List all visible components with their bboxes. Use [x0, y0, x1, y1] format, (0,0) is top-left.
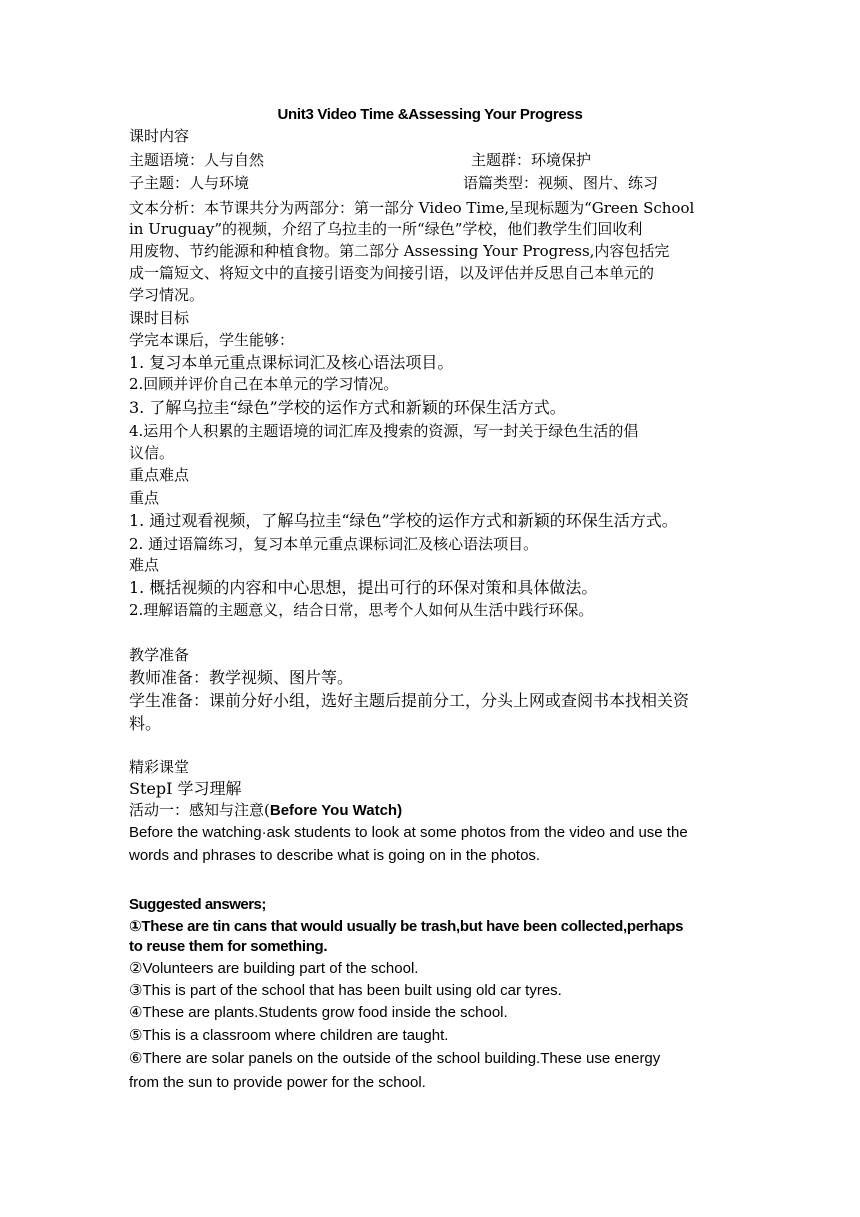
preparation-heading: 教学准备	[129, 646, 190, 664]
key-label: 重点	[129, 489, 160, 507]
activity-title: Before You Watch)	[269, 802, 403, 819]
instruction-line: words and phrases to describe what is going on in the photos.	[129, 847, 541, 864]
teacher-preparation: 教师准备：教学视频、图片等。	[129, 668, 354, 687]
classroom-heading: 精彩课堂	[129, 758, 190, 776]
key-item: 2. 通过语篇练习，复习本单元重点课标词汇及核心语法项目。	[129, 535, 539, 553]
analysis-line: 成一篇短文、将短文中的直接引语变为间接引语，以及评估并反思自己本单元的	[129, 264, 655, 282]
activity-line	[129, 803, 402, 819]
student-preparation: 学生准备：课前分好小组，选好主题后提前分工，分头上网或查阅书本找相关资	[129, 691, 690, 710]
objective-item: 2.回顾并评价自己在本单元的学习情况。	[129, 375, 399, 393]
objective-item: 3. 了解乌拉圭“绿色”学校的运作方式和新颖的环保生活方式。	[129, 398, 566, 417]
key-item: 1. 通过观看视频，了解乌拉圭“绿色”学校的运作方式和新颖的环保生活方式。	[129, 511, 678, 530]
sub-theme: 子主题：人与环境	[129, 174, 250, 192]
analysis-line: 学习情况。	[129, 286, 205, 304]
answers-heading: Suggested answers;	[129, 896, 266, 913]
answer-item: ⑤This is a classroom where children are taught.	[129, 1027, 449, 1044]
text-type: 语篇类型：视频、图片、练习	[463, 174, 659, 192]
page-title: Unit3 Video Time &Assessing Your Progress	[277, 106, 583, 123]
objectives-heading: 课时目标	[129, 309, 190, 327]
theme-group: 主题群：环境保护	[471, 151, 592, 169]
objectives-intro: 学完本课后，学生能够：	[129, 331, 295, 349]
step-label: StepI 学习理解	[129, 779, 242, 798]
activity-prefix: 活动一：感知与注意(	[129, 801, 270, 819]
analysis-line: 文本分析：本节课共分为两部分：第一部分 Video Time,呈现标题为“Green School	[129, 199, 695, 217]
answer-item: ①These are tin cans that would usually be trash,but have been collected,perhaps	[129, 918, 684, 935]
difficult-item: 1. 概括视频的内容和中心思想，提出可行的环保对策和具体做法。	[129, 578, 598, 597]
answer-item: ⑥There are solar panels on the outside of the school building.These use energy	[129, 1050, 661, 1067]
analysis-line: in Uruguay”的视频，介绍了乌拉圭的一所“绿色”学校，他们教学生们回收利	[129, 220, 643, 238]
analysis-line: 用废物、节约能源和种植食物。第二部分 Assessing Your Progress,内容包括完	[129, 242, 670, 260]
answer-item: ④These are plants.Students grow food inside the school.	[129, 1004, 508, 1021]
answer-item: ②Volunteers are building part of the school.	[129, 960, 419, 977]
lesson-content-heading: 课时内容	[129, 127, 190, 145]
difficult-item: 2.理解语篇的主题意义，结合日常，思考个人如何从生活中践行环保。	[129, 601, 594, 619]
objective-item: 1. 复习本单元重点课标词汇及核心语法项目。	[129, 353, 454, 372]
answer-item: ③This is part of the school that has been built using old car tyres.	[129, 982, 562, 999]
theme-context: 主题语境：人与自然	[129, 151, 265, 169]
objective-item: 4.运用个人积累的主题语境的词汇库及搜索的资源，写一封关于绿色生活的倡	[129, 422, 639, 440]
answer-item: to reuse them for something.	[129, 938, 328, 955]
difficult-label: 难点	[129, 556, 160, 574]
key-points-heading: 重点难点	[129, 466, 190, 484]
objective-item: 议信。	[129, 444, 175, 462]
instruction-line: Before the watching·ask students to look at some photos from the video and use the	[129, 824, 688, 841]
student-preparation: 料。	[129, 714, 162, 733]
answer-item: from the sun to provide power for the school.	[129, 1074, 426, 1091]
